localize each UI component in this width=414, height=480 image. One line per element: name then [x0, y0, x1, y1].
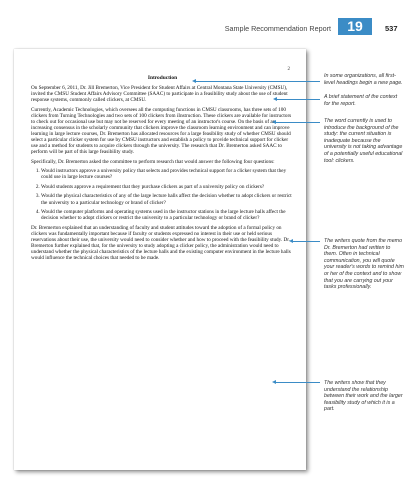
questions-lead-paragraph: Specifically, Dr. Bremerton asked the committee to perform research that would answer the following four questions:: [31, 158, 275, 165]
question-item: 1. Would instructors approve a university policy that selects and provides technical support for a clicker system that they could use in large lecture courses?: [41, 168, 294, 180]
report-page-number: 2: [287, 67, 290, 72]
running-header-title: Sample Recommendation Report: [224, 24, 331, 33]
arrowhead-icon: [272, 120, 276, 124]
chapter-number-badge: 19: [338, 18, 372, 35]
arrowhead-icon: [192, 79, 196, 83]
annotation-note: The writers show that they understand the relationship between their work and the larger feasibility study of which it is a part.: [324, 380, 403, 413]
annotation-arrow: [276, 382, 320, 383]
annotation-note: The word currently is used to introduce the background of the study: the current situation is inadequate because the university is not taking advantage of a potentially useful educational tool: clickers.: [324, 118, 403, 164]
section-heading: Introduction: [147, 75, 178, 81]
background-paragraph: Currently, Academic Technologies, which oversees all the computing functions in CMSU classrooms, has three sets of 100 clickers from Turning Technologies and two sets of 100 clickers from iInstruction. These clickers are available for instructors to check out for occasional use but may not be reserved for every meeting of an instructor's course. On the basis of an increasing consensus in the scholarly community that clickers improve the classroom learning environment and can improve learning in large lecture courses, Dr. Bremerton has allocated resources for a large feasibility study of whether CMSU should select a particular clicker system for use by CMSU instructors and establish a policy to provide technical support for clicker use and a method for students to acquire clickers through the university. The research that Dr. Bremerton asked SAAC to perform will be part of this large feasibility study.: [31, 106, 292, 156]
question-item: 4. Would the computer platforms and operating systems used in the instructor stations in the large lecture halls affect the decision whether to adopt clickers or restrict the university to a particular technology or brand of clicker?: [41, 209, 294, 221]
intro-paragraph: On September 6, 2011, Dr. Jill Bremerton, Vice President for Student Affairs at Central Montana State University (CMSU), invited the CMSU Student Affairs Advisory Committee (SAAC) to participate in a feasibility study about the use of student response systems, commonly called clickers, at CMSU.: [31, 85, 288, 104]
annotation-arrow: [196, 81, 320, 82]
annotation-arrow: [276, 122, 320, 123]
arrowhead-icon: [273, 97, 277, 101]
annotation-note: The writers quote from the memo Dr. Bremerton had written to them. Often in technical communication, you will quote your reader's words to remind him or her of the context and to show that you are carrying out your tasks professionally.: [324, 238, 404, 291]
annotation-arrow: [293, 241, 320, 242]
closing-paragraph: Dr. Bremerton explained that an understanding of faculty and student attitudes toward the adoption of a formal policy on clickers was fundamentally important because if faculty or students expressed no interest in their use or held serious reservations about their use, the university would need to consider whether and how to proceed with the feasibility study. Dr. Bremerton further explained that, for the university to study adopting a clicker policy, the administration would need to understand whether the physical characteristics of the lecture halls and the existing computer environment in the lecture halls would influence the technical choices that needed to be made.: [31, 224, 291, 262]
book-page-number: 537: [385, 24, 398, 33]
annotation-arrow: [277, 99, 320, 100]
question-item: 2. Would students approve a requirement that they purchase clickers as part of a university policy on clickers?: [41, 184, 294, 190]
annotation-note: In some organizations, all first-level headings begin a new page.: [324, 73, 403, 86]
question-item: 3. Would the physical characteristics of any of the large lecture halls affect the decision whether to adopt clickers or restrict the university to a particular technology or brand of clicker?: [41, 193, 294, 205]
arrowhead-icon: [289, 239, 293, 243]
annotation-note: A brief statement of the context for the report.: [324, 94, 398, 107]
arrowhead-icon: [272, 380, 276, 384]
